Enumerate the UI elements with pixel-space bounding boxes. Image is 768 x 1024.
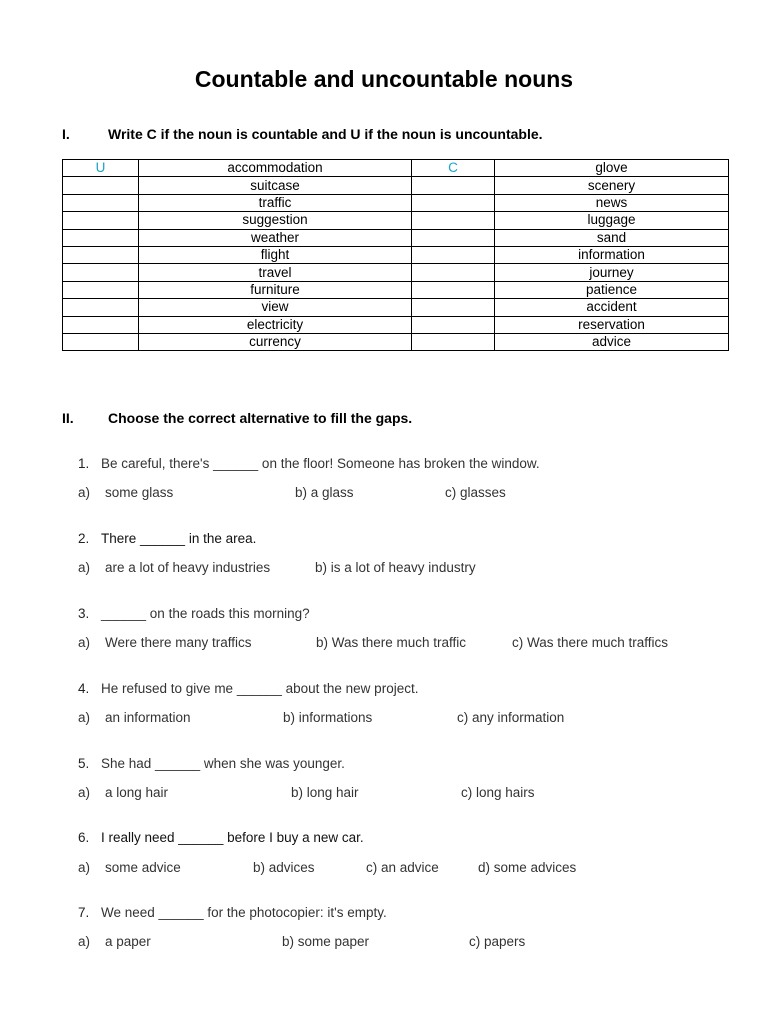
question-5 [78, 756, 345, 771]
noun-cell: flight [139, 246, 412, 263]
section-2-instruction: Choose the correct alternative to fill the gaps. [108, 410, 413, 426]
option-marker: a) [78, 635, 91, 650]
noun-row [63, 333, 729, 350]
answer-cell[interactable] [63, 264, 139, 281]
noun-cell: patience [495, 281, 729, 298]
noun-row [63, 177, 729, 194]
question-1 [78, 456, 540, 471]
section-1-heading [62, 126, 543, 142]
question-number: 5. [78, 756, 90, 771]
noun-cell: glove [495, 160, 729, 177]
option-a: some advice [105, 860, 181, 875]
noun-cell: luggage [495, 212, 729, 229]
option-a: some glass [105, 485, 174, 500]
question-number: 1. [78, 456, 90, 471]
answer-cell[interactable]: C [412, 160, 495, 177]
noun-cell: currency [139, 333, 412, 350]
answer-cell[interactable] [412, 177, 495, 194]
option-b: b) informations [283, 710, 373, 725]
noun-row [63, 194, 729, 211]
noun-cell: sand [495, 229, 729, 246]
question-1-options [78, 485, 738, 503]
option-marker: a) [78, 860, 91, 875]
noun-cell: electricity [139, 316, 412, 333]
option-b: b) long hair [291, 785, 359, 800]
question-7 [78, 905, 387, 920]
noun-classification-table [62, 159, 729, 351]
noun-row [63, 212, 729, 229]
option-b: b) some paper [282, 934, 370, 949]
question-text: ______ on the roads this morning? [101, 606, 310, 621]
answer-cell[interactable] [412, 281, 495, 298]
question-4 [78, 681, 418, 696]
option-a: Were there many traffics [105, 635, 252, 650]
section-2-heading [62, 410, 412, 426]
noun-cell: accident [495, 299, 729, 316]
question-number: 6. [78, 830, 90, 845]
noun-cell: accommodation [139, 160, 412, 177]
question-7-options [78, 934, 738, 952]
option-marker: a) [78, 485, 91, 500]
section-1-number: I. [62, 126, 70, 142]
question-number: 7. [78, 905, 90, 920]
option-marker: a) [78, 560, 91, 575]
answer-cell[interactable] [63, 212, 139, 229]
answer-cell[interactable] [63, 333, 139, 350]
answer-cell[interactable] [412, 333, 495, 350]
question-6 [78, 830, 364, 845]
noun-cell: travel [139, 264, 412, 281]
answer-cell[interactable] [63, 316, 139, 333]
option-c: c) papers [469, 934, 526, 949]
noun-row [63, 316, 729, 333]
question-text: He refused to give me ______ about the new project. [101, 681, 419, 696]
noun-row [63, 246, 729, 263]
question-number: 2. [78, 531, 90, 546]
noun-row [63, 229, 729, 246]
noun-cell: journey [495, 264, 729, 281]
answer-cell[interactable] [412, 299, 495, 316]
noun-row [63, 299, 729, 316]
section-2-number: II. [62, 410, 74, 426]
answer-cell[interactable] [63, 177, 139, 194]
noun-row [63, 264, 729, 281]
question-text: Be careful, there's ______ on the floor! Someone has broken the window. [101, 456, 540, 471]
answer-cell[interactable] [63, 246, 139, 263]
question-2 [78, 531, 256, 546]
option-b: b) is a lot of heavy industry [315, 560, 476, 575]
noun-cell: scenery [495, 177, 729, 194]
option-c: c) an advice [366, 860, 439, 875]
option-c: c) any information [457, 710, 565, 725]
noun-cell: information [495, 246, 729, 263]
noun-row [63, 281, 729, 298]
question-number: 3. [78, 606, 90, 621]
question-text: I really need ______ before I buy a new car. [101, 830, 364, 845]
option-c: c) glasses [445, 485, 506, 500]
question-3-options [78, 635, 738, 653]
answer-cell[interactable] [63, 229, 139, 246]
answer-cell[interactable]: U [63, 160, 139, 177]
noun-row [63, 160, 729, 177]
question-text: There ______ in the area. [101, 531, 257, 546]
option-c: c) long hairs [461, 785, 535, 800]
option-b: b) advices [253, 860, 315, 875]
question-number: 4. [78, 681, 90, 696]
option-marker: a) [78, 934, 91, 949]
question-3 [78, 606, 310, 621]
question-4-options [78, 710, 738, 728]
option-marker: a) [78, 710, 91, 725]
page-title: Countable and uncountable nouns [194, 66, 574, 92]
option-marker: a) [78, 785, 91, 800]
answer-cell[interactable] [412, 194, 495, 211]
noun-cell: news [495, 194, 729, 211]
answer-cell[interactable] [63, 281, 139, 298]
noun-cell: view [139, 299, 412, 316]
noun-cell: advice [495, 333, 729, 350]
question-2-options [78, 560, 738, 578]
question-5-options [78, 785, 738, 803]
option-a: a paper [105, 934, 151, 949]
option-b: b) a glass [295, 485, 354, 500]
question-text: She had ______ when she was younger. [101, 756, 345, 771]
noun-cell: reservation [495, 316, 729, 333]
section-1-instruction: Write C if the noun is countable and U if the noun is uncountable. [108, 126, 543, 142]
option-a: a long hair [105, 785, 169, 800]
answer-cell[interactable] [412, 264, 495, 281]
option-b: b) Was there much traffic [316, 635, 467, 650]
answer-cell[interactable] [412, 212, 495, 229]
option-a: an information [105, 710, 191, 725]
noun-cell: weather [139, 229, 412, 246]
question-text: We need ______ for the photocopier: it's empty. [101, 905, 387, 920]
answer-cell[interactable] [412, 316, 495, 333]
noun-cell: suggestion [139, 212, 412, 229]
noun-cell: furniture [139, 281, 412, 298]
answer-cell[interactable] [412, 229, 495, 246]
option-d: d) some advices [478, 860, 577, 875]
noun-cell: suitcase [139, 177, 412, 194]
answer-cell[interactable] [63, 194, 139, 211]
answer-cell[interactable] [63, 299, 139, 316]
noun-cell: traffic [139, 194, 412, 211]
option-a: are a lot of heavy industries [105, 560, 271, 575]
answer-cell[interactable] [412, 246, 495, 263]
question-6-options [78, 860, 738, 878]
option-c: c) Was there much traffics [512, 635, 669, 650]
